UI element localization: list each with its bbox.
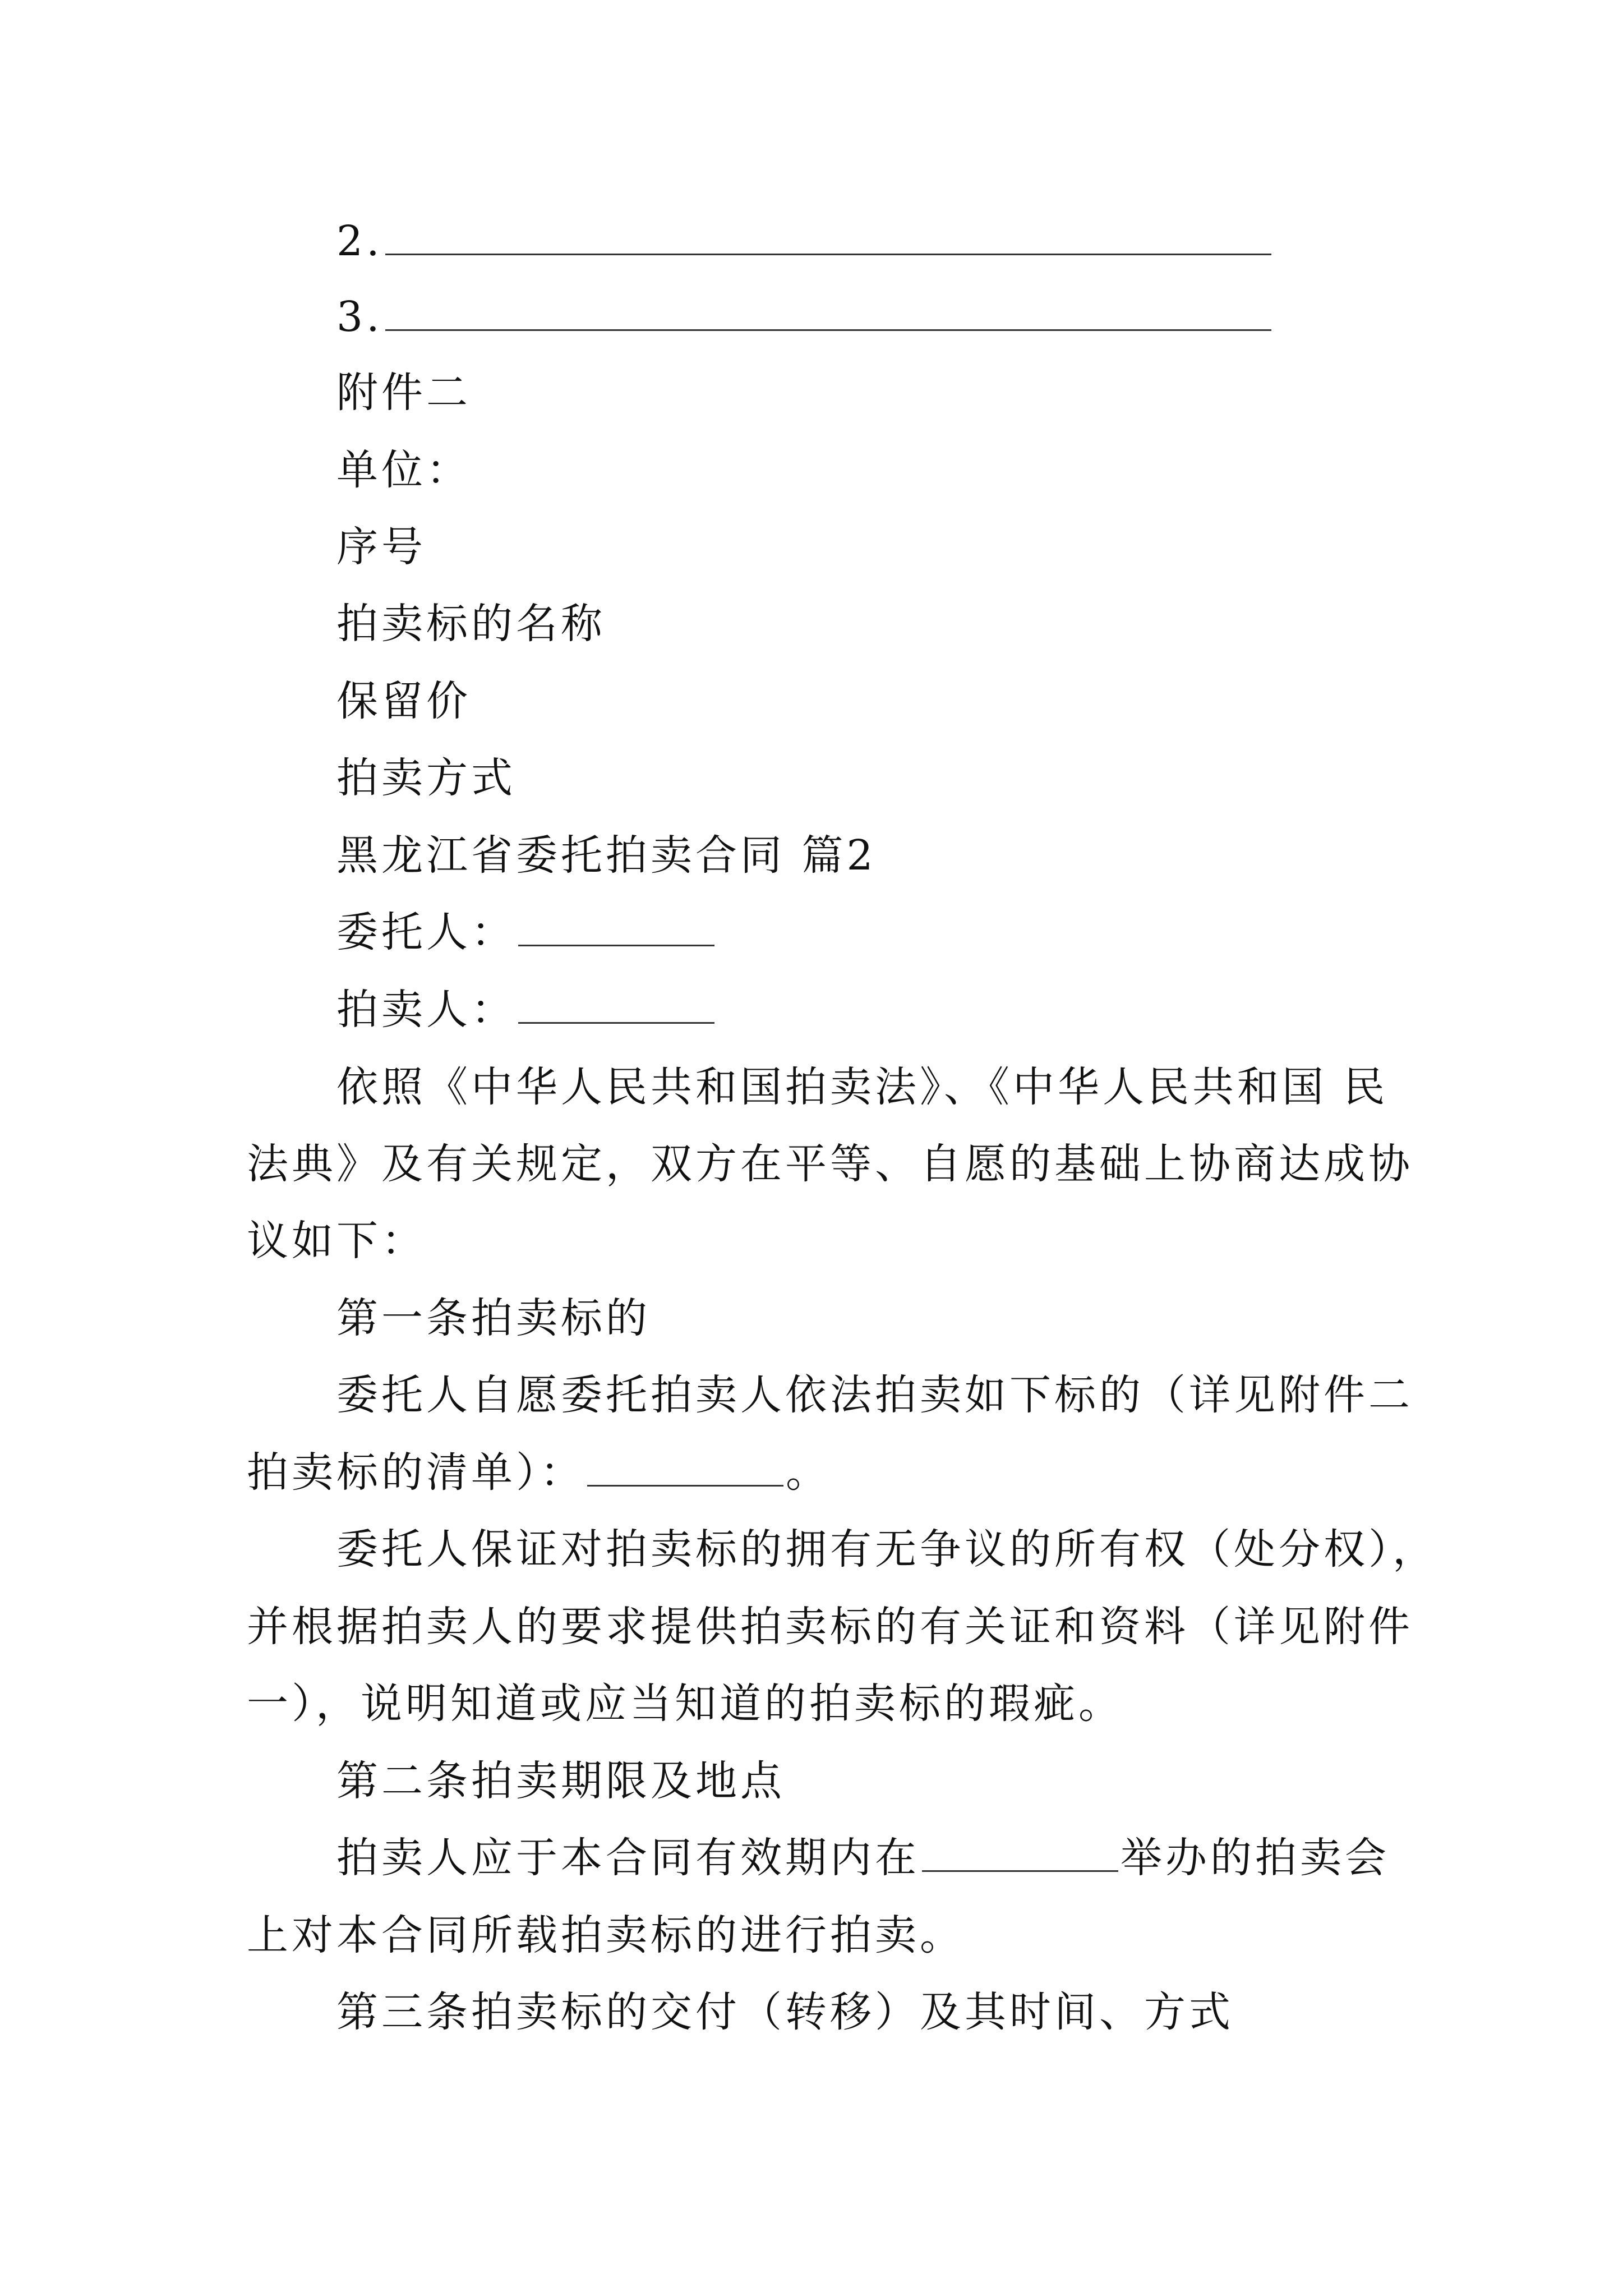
- principal-line: [336, 904, 717, 960]
- paragraph-text: 拍卖标的清单）：: [247, 1448, 585, 1497]
- fill-in-blank: [385, 214, 1271, 255]
- paragraph-line: [247, 1444, 1380, 1501]
- principal-label: 委托人：: [336, 908, 516, 956]
- paragraph-line: 委托人自愿委托拍卖人依法拍卖如下标的（详见附件二: [336, 1371, 1413, 1419]
- reserve-price-label: 保留价: [336, 677, 471, 725]
- paragraph-line: 并根据拍卖人的要求提供拍卖标的有关证和资料（详见附件: [247, 1603, 1413, 1651]
- list-number: 3.: [336, 293, 383, 341]
- article-heading: 第二条拍卖期限及地点: [336, 1757, 785, 1805]
- auctioneer-label: 拍卖人：: [336, 986, 516, 1034]
- contract-title: 黑龙江省委托拍卖合同 篇2: [336, 831, 877, 880]
- paragraph-line: 一），说明知道或应当知道的拍卖标的瑕疵。: [247, 1680, 1123, 1728]
- auction-method-label: 拍卖方式: [336, 754, 516, 802]
- article-heading: 第三条拍卖标的交付（转移）及其时间、方式: [336, 1988, 1234, 2036]
- list-item-2: [336, 213, 1274, 269]
- paragraph-text: 拍卖人应于本合同有效期内在: [336, 1834, 920, 1882]
- auctioneer-line: [336, 982, 717, 1038]
- fill-in-blank: [385, 290, 1271, 331]
- fill-in-blank: [518, 905, 714, 946]
- article-heading: 第一条拍卖标的: [336, 1294, 651, 1342]
- subject-name-label: 拍卖标的名称: [336, 600, 606, 648]
- attachment-heading: 附件二: [336, 369, 471, 417]
- fill-in-blank: [518, 983, 714, 1024]
- paragraph-line: 法典》及有关规定，双方在平等、自愿的基础上协商达成协: [247, 1140, 1413, 1188]
- paragraph-line: [336, 1830, 1469, 1886]
- serial-label: 序号: [336, 523, 426, 571]
- list-number: 2.: [336, 217, 383, 265]
- paragraph-line: 依照《中华人民共和国拍卖法》、《中华人民共和国 民: [336, 1063, 1389, 1111]
- fill-in-blank: [922, 1831, 1118, 1872]
- fill-in-blank: [587, 1446, 783, 1487]
- paragraph-line: 上对本合同所载拍卖标的进行拍卖。: [247, 1911, 965, 1959]
- paragraph-line: 议如下：: [247, 1217, 426, 1265]
- paragraph-text: 。: [786, 1448, 831, 1497]
- unit-label: 单位：: [336, 446, 471, 494]
- paragraph-text: 举办的拍卖会: [1121, 1834, 1390, 1882]
- paragraph-line: 委托人保证对拍卖标的拥有无争议的所有权（处分权），: [336, 1525, 1437, 1573]
- list-item-3: [336, 289, 1274, 345]
